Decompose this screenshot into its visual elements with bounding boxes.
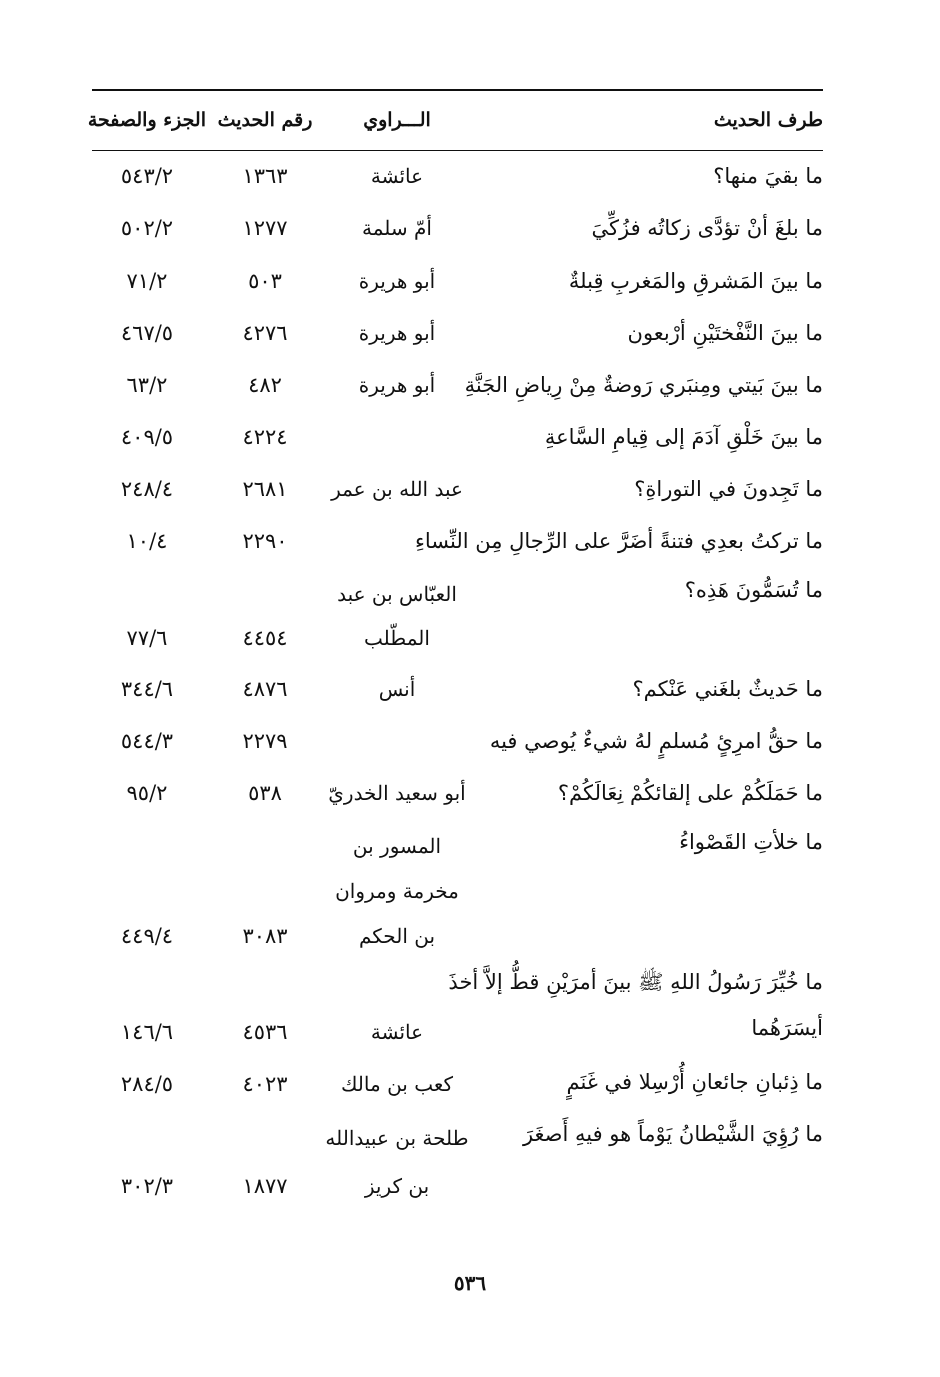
top-rule	[92, 89, 823, 91]
volume-page-ref: ٤٦٧/٥	[120, 321, 174, 345]
narrator-name: أبو هريرة	[358, 321, 436, 345]
hadith-term: ما بينَ خَلْقِ آدَمَ إلى قِيامِ السَّاعةِ	[544, 425, 823, 449]
hadith-term: ما بقيَ منها؟	[713, 164, 823, 188]
header-number: رقم الحديث	[217, 109, 313, 131]
hadith-number: ١٨٧٧	[242, 1174, 288, 1198]
hadith-number: ٢٢٩٠	[242, 529, 288, 553]
volume-page-ref: ١٤٦/٦	[120, 1020, 174, 1044]
hadith-term: ما حَديثٌ بلغَني عَنْكم؟	[632, 677, 823, 701]
volume-page-ref: ٢٨٤/٥	[120, 1072, 174, 1096]
volume-page-ref: ٥٤٤/٣	[120, 729, 174, 753]
hadith-number: ٢٦٨١	[242, 477, 288, 501]
narrator-name: عبد الله بن عمر	[331, 477, 463, 501]
narrator-name: المسور بن	[352, 834, 442, 858]
hadith-number: ٢٢٧٩	[242, 729, 288, 753]
header-term: طرف الحديث	[713, 109, 823, 131]
narrator-name: عائشة	[370, 164, 424, 188]
narrator-name: أبو هريرة	[358, 269, 436, 293]
hadith-term: ما خُيِّرَ رَسُولُ اللهِ ﷺ بينَ أمرَيْنِ قطُّ إلاَّ أخذَ	[448, 970, 823, 994]
narrator-name: أبو سعيد الخدريّ	[328, 781, 466, 805]
hadith-number: ٤٨٢	[248, 373, 282, 397]
hadith-term: ما ذِئبانِ جائعانِ أُرْسِلا في غَنَمٍ	[566, 1070, 823, 1094]
narrator-name: أنس	[378, 677, 416, 701]
hadith-number: ٤٢٢٤	[242, 425, 288, 449]
volume-page-ref: ٧٧/٦	[126, 626, 168, 650]
narrator-name: أبو هريرة	[358, 373, 436, 397]
narrator-name: أمّ سلمة	[362, 216, 432, 240]
hadith-term: ما رُؤِيَ الشَّيْطانُ يَوْماً هو فيهِ أَصغَرَ	[522, 1122, 823, 1146]
volume-page-ref: ٤٤٩/٤	[120, 924, 174, 948]
volume-page-ref: ٧١/٢	[126, 269, 168, 293]
hadith-term: ما خلأتِ القَصْواءُ	[679, 830, 823, 854]
hadith-term: ما بينَ المَشرقِ والمَغربِ قِبلةٌ	[568, 269, 823, 293]
hadith-number: ١٢٧٧	[242, 216, 288, 240]
volume-page-ref: ٦٣/٢	[126, 373, 168, 397]
hadith-number: ٤٢٧٦	[242, 321, 288, 345]
hadith-number: ٤٤٥٤	[242, 626, 288, 650]
narrator-name: كعب بن مالك	[340, 1072, 454, 1096]
hadith-number: ١٣٦٣	[242, 164, 288, 188]
hadith-number: ٥٠٣	[248, 269, 282, 293]
hadith-term: أيسَرَهُما	[751, 1016, 823, 1040]
volume-page-ref: ٩٥/٢	[126, 781, 168, 805]
hadith-term: ما حَمَلَكُمْ على إلقائكُمْ نِعَالَكُمْ؟	[557, 781, 823, 805]
volume-page-ref: ٥٠٢/٢	[120, 216, 174, 240]
hadith-term: ما تركتُ بعدِي فتنةً أضَرَّ على الرِّجالِ مِن النِّساءِ	[414, 529, 823, 553]
hadith-term: ما بينَ بَيتي ومِنبَري رَوضةٌ مِنْ رِياضِ الجَنَّةِ	[464, 373, 823, 397]
hadith-term: ما بينَ النَّفْختَيْنِ أرْبعون	[627, 321, 823, 345]
volume-page-ref: ٤٠٩/٥	[120, 425, 174, 449]
hadith-term: ما بلغَ أنْ تؤدَّى زكاتُه فزُكِّيَ	[591, 216, 823, 240]
narrator-name: طلحة بن عبيدالله	[325, 1126, 469, 1150]
hadith-number: ٤٨٧٦	[242, 677, 288, 701]
hadith-term: ما تُسَمُّونَ هَذِه؟	[684, 578, 823, 602]
volume-page-ref: ٣٠٢/٣	[120, 1174, 174, 1198]
narrator-name: مخرمة ومروان	[335, 879, 459, 903]
header-narrator: الـــراوي	[363, 109, 431, 131]
narrator-name: بن كريز	[364, 1174, 430, 1198]
volume-page-ref: ٥٤٣/٢	[120, 164, 174, 188]
narrator-name: العبّاس بن عبد	[337, 582, 457, 606]
page-number: ٥٣٦	[453, 1271, 487, 1295]
volume-page-ref: ١٠/٤	[126, 529, 168, 553]
hadith-term: ما تَجِدونَ في التوراةِ؟	[634, 477, 823, 501]
hadith-number: ٤٥٣٦	[242, 1020, 288, 1044]
narrator-name: عائشة	[370, 1020, 424, 1044]
volume-page-ref: ٢٤٨/٤	[120, 477, 174, 501]
hadith-number: ٣٠٨٣	[242, 924, 288, 948]
hadith-number: ٥٣٨	[248, 781, 282, 805]
header-rule	[92, 150, 823, 151]
volume-page-ref: ٣٤٤/٦	[120, 677, 174, 701]
header-volume-page: الجزء والصفحة	[87, 109, 206, 131]
narrator-name: المطّلب	[364, 626, 430, 650]
hadith-term: ما حقُّ امرِئٍ مُسلمٍ لهُ شيءٌ يُوصي فيه	[489, 729, 823, 753]
hadith-number: ٤٠٢٣	[242, 1072, 288, 1096]
narrator-name: بن الحكم	[358, 924, 436, 948]
